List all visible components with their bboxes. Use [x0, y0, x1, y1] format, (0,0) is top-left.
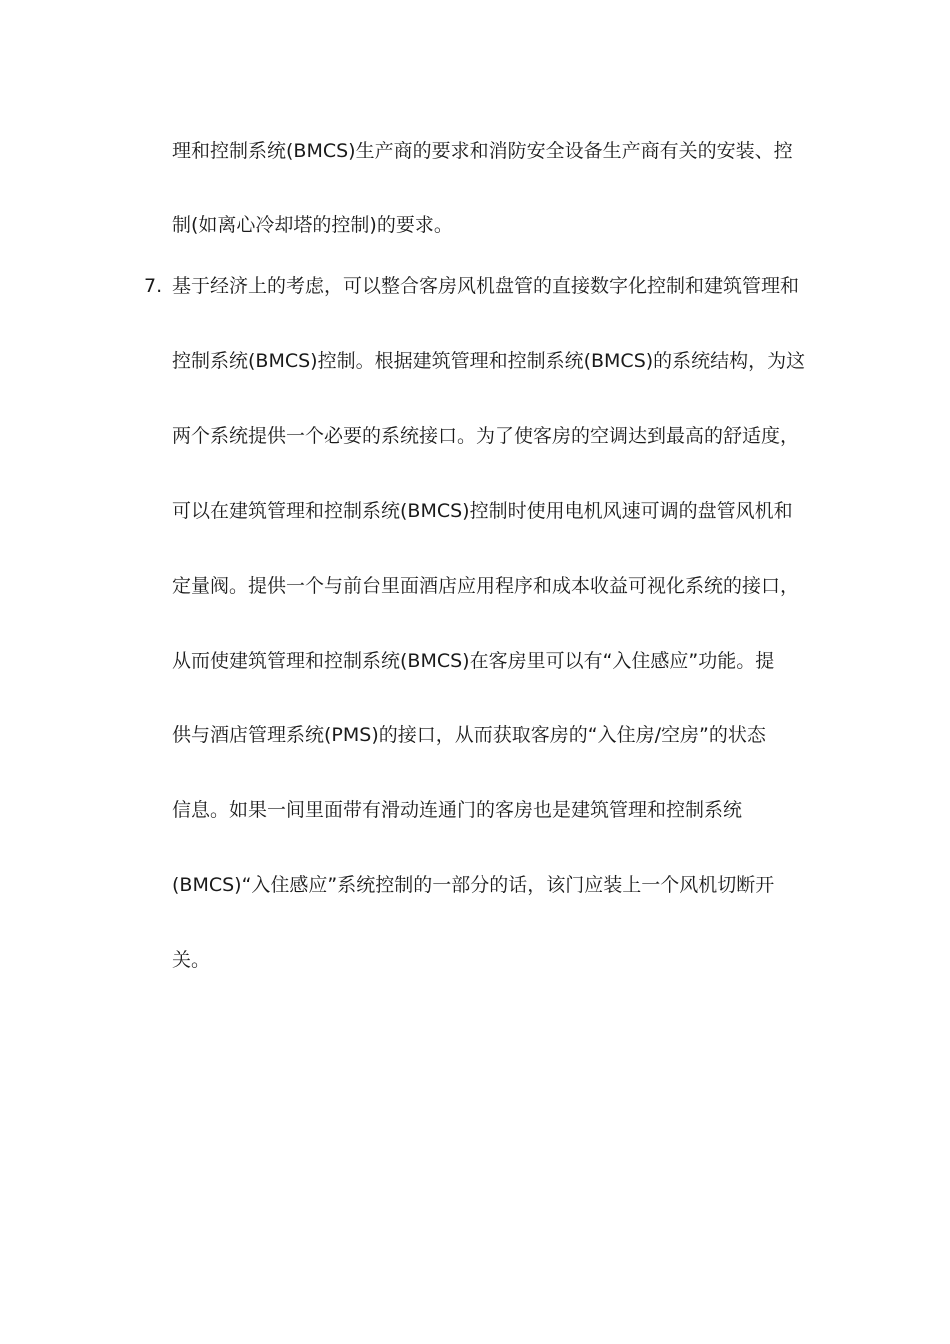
paragraph-line: (BMCS)“入住感应”系统控制的一部分的话，该门应装上一个风机切断开: [172, 874, 775, 896]
paragraph-line: 基于经济上的考虑，可以整合客房风机盘管的直接数字化控制和建筑管理和: [172, 275, 800, 297]
paragraph-line: 两个系统提供一个必要的系统接口。为了使客房的空调达到最高的舒适度，: [172, 425, 800, 447]
paragraph-line: 定量阀。提供一个与前台里面酒店应用程序和成本收益可视化系统的接口，: [172, 575, 800, 597]
paragraph-line: 控制系统(BMCS)控制。根据建筑管理和控制系统(BMCS)的系统结构，为这: [172, 350, 806, 372]
list-item-number: 7.: [144, 275, 163, 297]
paragraph-line: 从而使建筑管理和控制系统(BMCS)在客房里可以有“入住感应”功能。提: [172, 650, 775, 672]
paragraph-line: 关。: [172, 949, 211, 971]
paragraph-line: 供与酒店管理系统(PMS)的接口，从而获取客房的“入住房/空房”的状态: [172, 724, 766, 746]
paragraph-line: 制(如离心冷却塔的控制)的要求。: [172, 214, 453, 236]
paragraph-line: 理和控制系统(BMCS)生产商的要求和消防安全设备生产商有关的安装、控: [172, 140, 793, 162]
paragraph-line: 可以在建筑管理和控制系统(BMCS)控制时使用电机风速可调的盘管风机和: [172, 500, 793, 522]
paragraph-line: 信息。如果一间里面带有滑动连通门的客房也是建筑管理和控制系统: [172, 799, 743, 821]
